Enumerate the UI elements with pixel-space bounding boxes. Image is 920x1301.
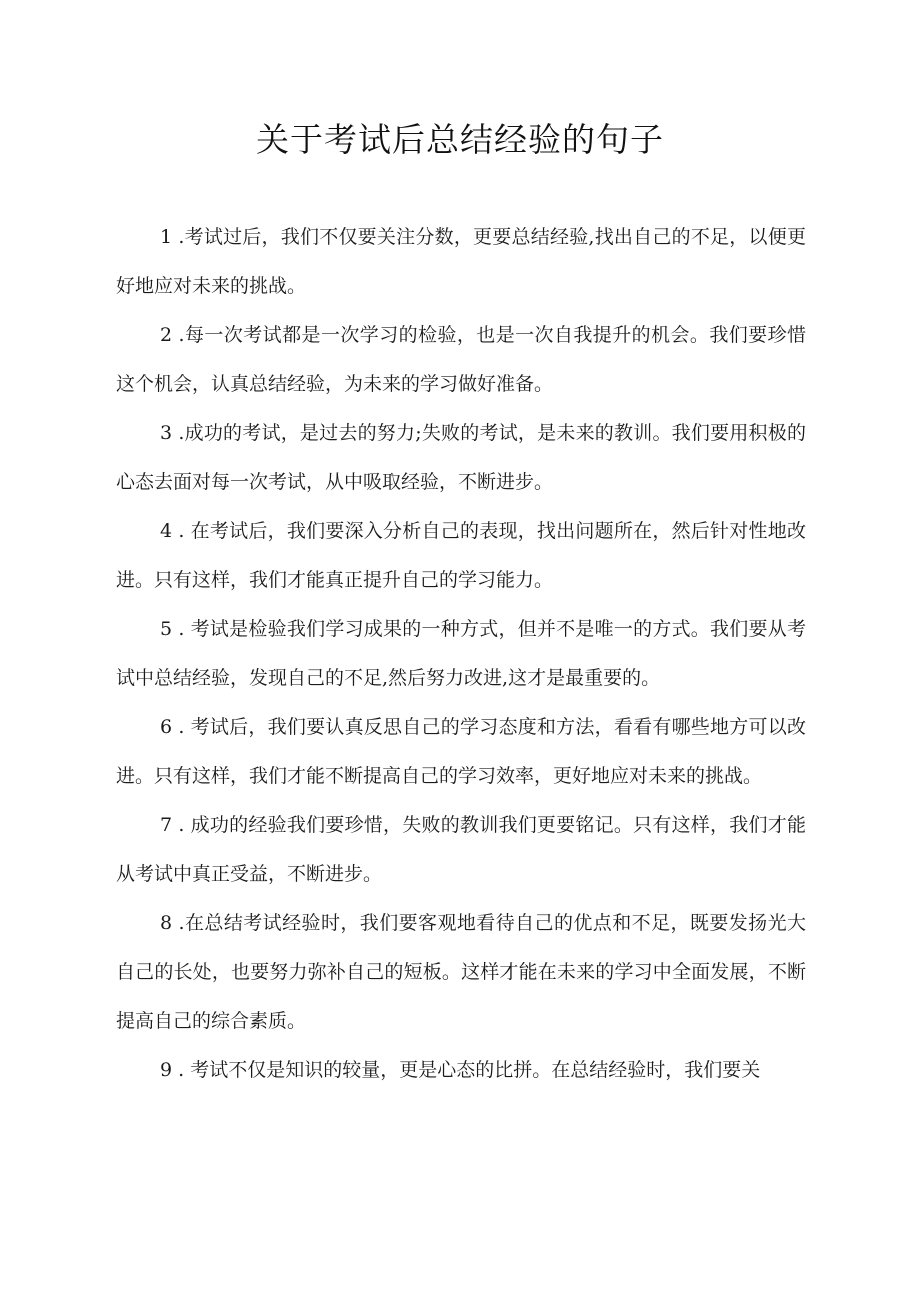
paragraph-5: 5 . 考试是检验我们学习成果的一种方式，但并不是唯一的方式。我们要从考试中总结经验，发现自己的不足,然后努力改进,这才是最重要的。 [116,618,806,689]
paragraph-2: 2 .每一次考试都是一次学习的检验，也是一次自我提升的机会。我们要珍惜这个机会，认真总结经验，为未来的学习做好准备。 [116,324,806,395]
paragraph-3: 3 .成功的考试，是过去的努力;失败的考试，是未来的教训。我们要用积极的心态去面对每一次考试，从中吸取经验，不断进步。 [116,422,806,493]
paragraph-7: 7 . 成功的经验我们要珍惜，失败的教训我们更要铭记。只有这样，我们才能从考试中真正受益，不断进步。 [116,814,806,885]
document-title: 关于考试后总结经验的句子 [256,120,664,159]
document-body [116,213,806,1095]
paragraph-4: 4 . 在考试后，我们要深入分析自己的表现，找出问题所在，然后针对性地改进。只有这样，我们才能真正提升自己的学习能力。 [116,520,806,591]
paragraph-8: 8 .在总结考试经验时，我们要客观地看待自己的优点和不足，既要发扬光大自己的长处，也要努力弥补自己的短板。这样才能在未来的学习中全面发展，不断提高自己的综合素质。 [116,912,806,1032]
paragraph-1: 1 .考试过后，我们不仅要关注分数，更要总结经验,找出自己的不足，以便更好地应对未来的挑战。 [116,226,806,297]
paragraph-9: 9 . 考试不仅是知识的较量，更是心态的比拼。在总结经验时，我们要关 [160,1059,761,1081]
paragraph-6: 6 . 考试后，我们要认真反思自己的学习态度和方法，看看有哪些地方可以改进。只有这样，我们才能不断提高自己的学习效率，更好地应对未来的挑战。 [116,716,806,787]
